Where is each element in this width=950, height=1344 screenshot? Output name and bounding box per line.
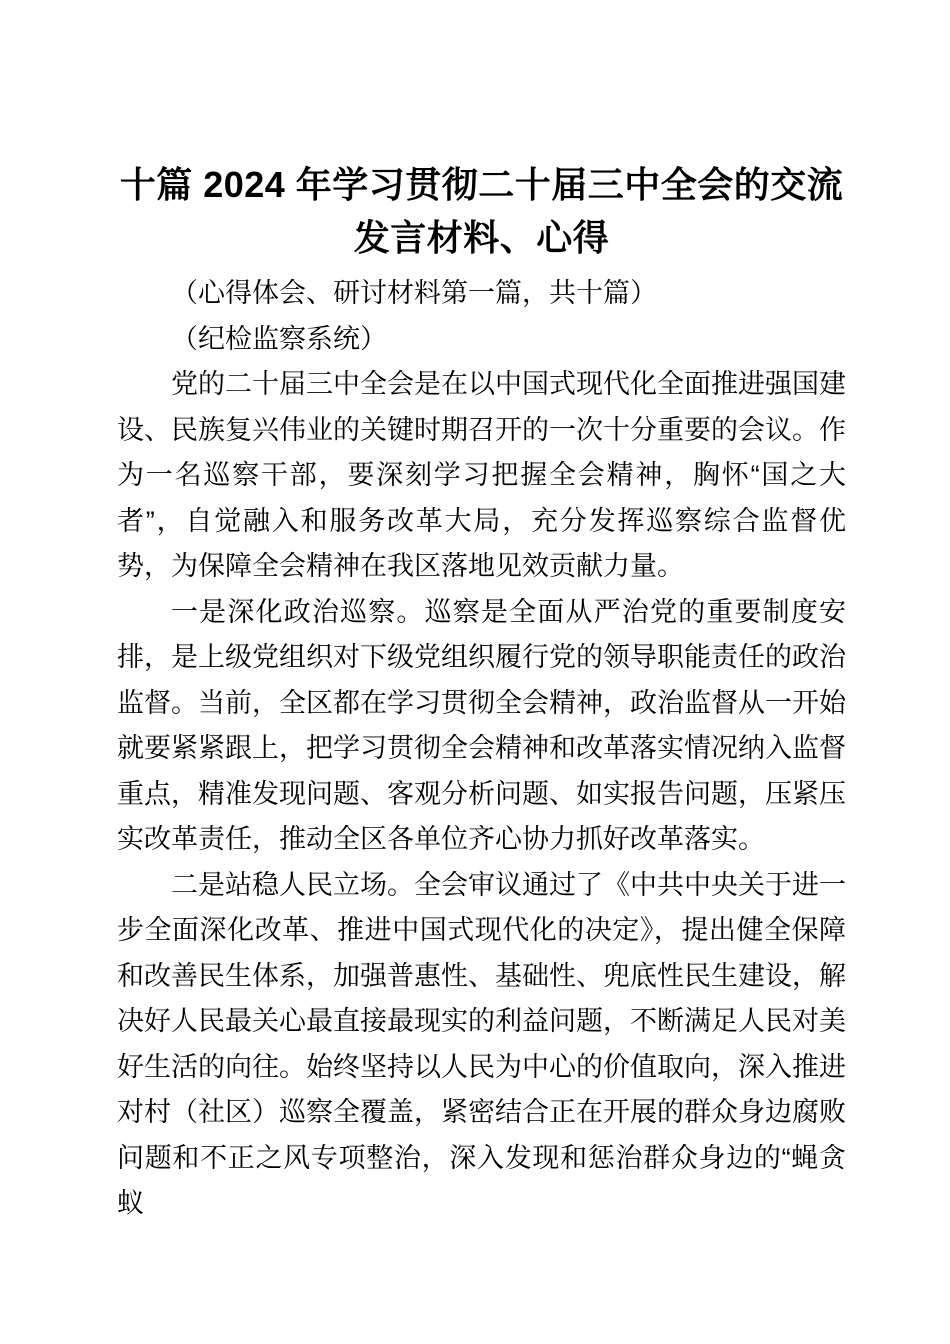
document-content (0, 158, 950, 1227)
subtitle-note-series: （心得体会、研讨材料第一篇，共十篇） (171, 278, 657, 308)
subtitle-note-system: （纪检监察系统） (171, 323, 387, 354)
title-line-2: 发言材料、心得 (353, 217, 610, 258)
document-title (117, 158, 846, 264)
document-body (117, 271, 846, 1227)
paragraph-intro: 党的二十届三中全会是在以中国式现代化全面推进强国建设、民族复兴伟业的关键时期召开的一次十分重要的会议。作为一名巡察干部，要深刻学习把握全会精神，胸怀“国之大者”，自觉融入和服务改革大局，充分发挥巡察综合监督优势，为保障全会精神在我区落地见效贡献力量。 (117, 369, 846, 581)
paragraph-point-one: 一是深化政治巡察。巡察是全面从严治党的重要制度安排，是上级党组织对下级党组织履行党的领导职能责任的政治监督。当前，全区都在学习贯彻全会精神，政治监督从一开始就要紧紧跟上，把学习贯彻全会精神和改革落实情况纳入监督重点，精准发现问题、客观分析问题、如实报告问题，压紧压实改革责任，推动全区各单位齐心协力抓好改革落实。 (117, 596, 846, 854)
paragraph-point-two: 二是站稳人民立场。全会审议通过了《中共中央关于进一步全面深化改革、推进中国式现代化的决定》，提出健全保障和改善民生体系，加强普惠性、基础性、兜底性民生建设，解决好人民最关心最直接最现实的利益问题，不断满足人民对美好生活的向往。始终坚持以人民为中心的价值取向，深入推进对村（社区）巡察全覆盖，紧密结合正在开展的群众身边腐败问题和不正之风专项整治，深入发现和惩治群众身边的“蝇贪蚁 (117, 869, 846, 1218)
title-line-1: 十篇 2024 年学习贯彻二十届三中全会的交流 (119, 164, 844, 205)
